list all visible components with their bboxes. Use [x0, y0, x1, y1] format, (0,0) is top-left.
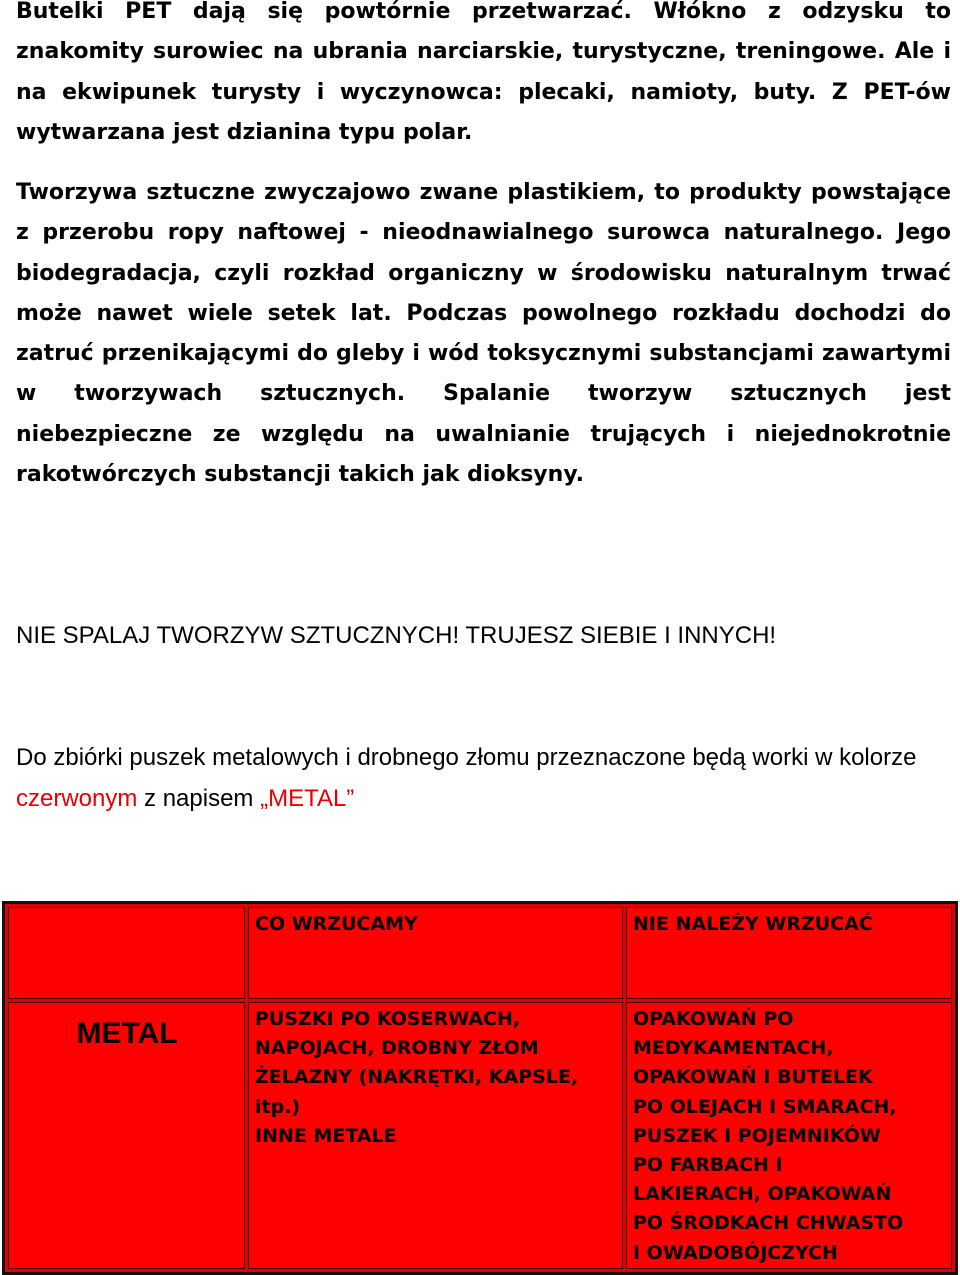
forbidden-item: PUSZEK I POJEMNIKÓW: [633, 1124, 881, 1147]
allowed-items-cell: [248, 1002, 623, 1269]
header-what-not-to-throw: NIE NALEŻY WRZUCAĆ: [626, 907, 952, 999]
table-header-row: [8, 907, 952, 999]
metal-collection-intro: [16, 738, 951, 819]
table-row-metal: [8, 1002, 952, 1269]
allowed-item: NAPOJACH, DROBNY ZŁOM: [255, 1037, 539, 1060]
plastics-paragraph: Tworzywa sztuczne zwyczajowo zwane plastikiem, to produkty powstające z przerobu ropy naftowej - nieodnawialnego surowca naturalnego. Jego biodegradacja, czyli rozkład organiczny w środowisku naturalnym trwać może nawet wiele setek lat. Podczas powolnego rozkładu dochodzi do zatruć przenikającymi do gleby i wód toksycznymi substancjami zawartymi w tworzywach sztucznych. Spalanie tworzyw sztucznych jest niebezpieczne ze względu na uwalnianie trujących i niejednokrotnie rakotwórczych substancji takich jak dioksyny.: [16, 180, 951, 488]
bin-label-cell: METAL: [8, 1002, 245, 1269]
metal-intro-text: Do zbiórki puszek metalowych i drobnego złomu przeznaczone będą worki w kolorze: [16, 744, 917, 771]
metal-sorting-table: [2, 901, 958, 1275]
pet-bottles-paragraph: Butelki PET dają się powtórnie przetwarzać. Włókno z odzysku to znakomity surowiec na ubrania narciarskie, turystyczne, treningowe. Ale i na ekwipunek turysty i wyczynowca: plecaki, namioty, buty. Z PET-ów wytwarzana jest dzianina typu polar.: [16, 0, 951, 145]
forbidden-item: I OWADOBÓJCZYCH: [633, 1241, 838, 1264]
forbidden-item: PO OLEJACH I SMARACH,: [633, 1095, 897, 1118]
forbidden-item: MEDYKAMENTACH,: [633, 1037, 834, 1060]
metal-intro-text-2: z napisem: [137, 784, 261, 812]
forbidden-item: OPAKOWAŃ PO: [633, 1008, 794, 1030]
forbidden-item: LAKIERACH, OPAKOWAŃ: [633, 1183, 892, 1206]
allowed-item: INNE METALE: [255, 1124, 397, 1147]
bag-color-word: czerwonym: [16, 784, 138, 812]
warning-heading: NIE SPALAJ TWORZYW SZTUCZNYCH! TRUJESZ SIEBIE I INNYCH!: [16, 622, 777, 649]
allowed-item: PUSZKI PO KOSERWACH,: [255, 1008, 521, 1030]
header-blank-cell: [8, 907, 245, 999]
allowed-item: itp.): [255, 1095, 301, 1118]
forbidden-item: OPAKOWAŃ I BUTELEK: [633, 1066, 873, 1089]
header-what-to-throw: CO WRZUCAMY: [248, 907, 623, 999]
forbidden-items-cell: [626, 1002, 952, 1269]
allowed-item: ŻELAZNY (NAKRĘTKI, KAPSLE,: [255, 1066, 579, 1089]
bag-label: „METAL”: [260, 784, 355, 812]
forbidden-item: PO ŚRODKACH CHWASTO: [633, 1212, 904, 1235]
forbidden-item: PO FARBACH I: [633, 1154, 783, 1177]
